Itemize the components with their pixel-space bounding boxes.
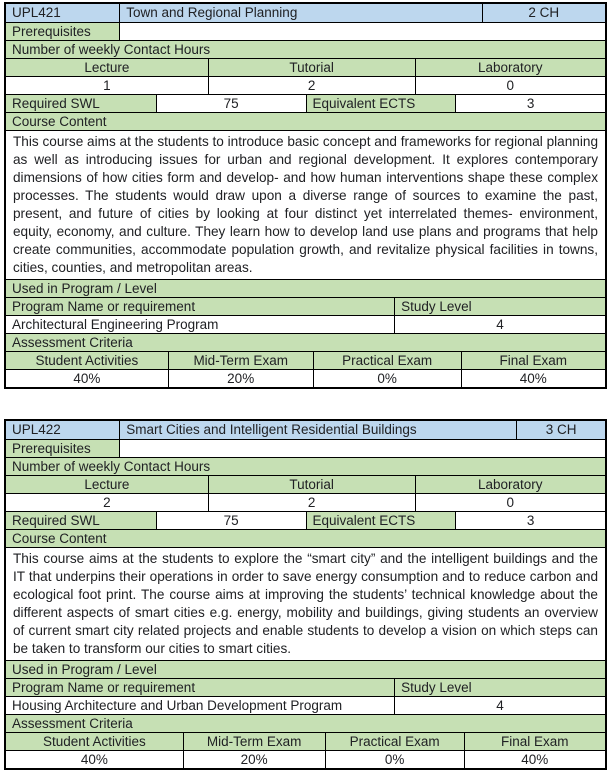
- tutorial-hours: 2: [208, 494, 415, 511]
- course-code: UPL422: [6, 421, 119, 439]
- final-exam-label: Final Exam: [464, 733, 605, 750]
- laboratory-hours: 0: [415, 494, 605, 511]
- assessment-types-row: [6, 732, 605, 750]
- assessment-types-row: [6, 351, 605, 369]
- program-name-label: Program Name or requirement: [6, 298, 394, 315]
- course-content-text: This course aims at the students to explore the “smart city” and the intelligent buildings and the IT that underpins their operations in order to save energy consumption and to reduce carbon and ecological foot print. The course aims at improving the students’ technical knowledge about the different aspects of smart cities e.g. energy, mobility and buildings, giving students an overview of current smart city related projects and enable students to develop a vision on which steps can be taken to transform our cities to smart cities.: [13, 551, 598, 656]
- laboratory-label: Laboratory: [415, 59, 605, 76]
- course-content-row: [6, 547, 605, 660]
- student-activities-label: Student Activities: [6, 733, 183, 750]
- equivalent-ects-value: 3: [455, 512, 605, 529]
- student-activities-value: 40%: [73, 371, 101, 386]
- mid-term-exam-label: Mid-Term Exam: [168, 352, 313, 369]
- required-swl-label: Required SWL: [6, 512, 156, 529]
- tutorial-label: Tutorial: [208, 59, 415, 76]
- course-header-row: [6, 421, 605, 439]
- student-activities-value: 40%: [80, 752, 108, 767]
- course-title: Town and Regional Planning: [119, 4, 481, 22]
- mid-term-exam-value: 20%: [183, 751, 325, 768]
- contact-hours-header-row: [6, 457, 605, 475]
- contact-hours-label: Number of weekly Contact Hours: [6, 458, 605, 475]
- equivalent-ects-value: 3: [455, 95, 605, 112]
- credit-hours: 3 CH: [516, 421, 605, 439]
- prerequisites-label: Prerequisites: [6, 23, 119, 40]
- program-name-label: Program Name or requirement: [6, 679, 394, 696]
- credit-hours: 2 CH: [482, 4, 605, 22]
- course-content-header-row: [6, 529, 605, 547]
- course-content-text: This course aims at the students to introduce basic concept and frameworks for regional planning as well as introducing issues for urban and regional development. It explores contemporary dimensions of how cities form and develop- and how human interventions shape these complex processes. The students would draw upon a diverse range of sources to examine the past, present, and future of cities by looking at four distinct yet interrelated themes- environment, equity, economy, and culture. They learn how to develop land use plans and programs that help create communities, accommodate population growth, and revitalize physical facilities in towns, cities, counties, and metropolitan areas.: [13, 134, 598, 275]
- course-header-row: [6, 4, 605, 22]
- used-in-program-row: [6, 660, 605, 678]
- required-swl-value: 75: [156, 95, 306, 112]
- assessment-criteria-label: Assessment Criteria: [6, 715, 605, 732]
- required-swl-value: 75: [156, 512, 306, 529]
- study-level-label: Study Level: [394, 679, 605, 696]
- lecture-label: Lecture: [6, 476, 208, 493]
- lecture-hours: 1: [103, 78, 111, 93]
- program-header-row: [6, 297, 605, 315]
- prerequisites-value: [119, 440, 605, 457]
- final-exam-value: 40%: [464, 751, 605, 768]
- contact-hours-header-row: [6, 40, 605, 58]
- tutorial-label: Tutorial: [208, 476, 415, 493]
- course-content-row: [6, 130, 605, 279]
- used-in-program-row: [6, 279, 605, 297]
- contact-type-row: [6, 58, 605, 76]
- course-content-label: Course Content: [6, 530, 605, 547]
- swl-row: [6, 511, 605, 529]
- assessment-values-row: [6, 750, 605, 768]
- course-table-upl421: [4, 2, 607, 389]
- course-content-header-row: [6, 112, 605, 130]
- assessment-criteria-label: Assessment Criteria: [6, 334, 605, 351]
- course-table-upl422: [4, 419, 607, 770]
- lecture-hours: 2: [103, 495, 111, 510]
- study-level-value: 4: [394, 316, 605, 333]
- study-level-label: Study Level: [394, 298, 605, 315]
- prerequisites-row: [6, 22, 605, 40]
- program-header-row: [6, 678, 605, 696]
- prerequisites-row: [6, 439, 605, 457]
- tutorial-hours: 2: [208, 77, 415, 94]
- study-level-value: 4: [394, 697, 605, 714]
- required-swl-label: Required SWL: [6, 95, 156, 112]
- course-content-label: Course Content: [6, 113, 605, 130]
- swl-row: [6, 94, 605, 112]
- assessment-header-row: [6, 714, 605, 732]
- course-title: Smart Cities and Intelligent Residential Buildings: [119, 421, 516, 439]
- contact-values-row: [6, 76, 605, 94]
- assessment-header-row: [6, 333, 605, 351]
- program-name-value: Housing Architecture and Urban Development Program: [12, 698, 343, 713]
- practical-exam-value: 0%: [313, 370, 461, 387]
- mid-term-exam-value: 20%: [168, 370, 313, 387]
- equivalent-ects-label: Equivalent ECTS: [306, 512, 456, 529]
- lecture-label: Lecture: [6, 59, 208, 76]
- practical-exam-value: 0%: [325, 751, 464, 768]
- laboratory-hours: 0: [415, 77, 605, 94]
- contact-hours-label: Number of weekly Contact Hours: [6, 41, 605, 58]
- practical-exam-label: Practical Exam: [313, 352, 461, 369]
- laboratory-label: Laboratory: [415, 476, 605, 493]
- final-exam-label: Final Exam: [461, 352, 605, 369]
- final-exam-value: 40%: [461, 370, 605, 387]
- program-values-row: [6, 696, 605, 714]
- used-in-program-label: Used in Program / Level: [6, 280, 605, 297]
- contact-values-row: [6, 493, 605, 511]
- student-activities-label: Student Activities: [6, 352, 168, 369]
- program-name-value: Architectural Engineering Program: [12, 317, 219, 332]
- assessment-values-row: [6, 369, 605, 387]
- course-code: UPL421: [6, 4, 119, 22]
- practical-exam-label: Practical Exam: [325, 733, 464, 750]
- mid-term-exam-label: Mid-Term Exam: [183, 733, 325, 750]
- used-in-program-label: Used in Program / Level: [6, 661, 605, 678]
- contact-type-row: [6, 475, 605, 493]
- prerequisites-value: [119, 23, 605, 40]
- program-values-row: [6, 315, 605, 333]
- equivalent-ects-label: Equivalent ECTS: [306, 95, 456, 112]
- prerequisites-label: Prerequisites: [6, 440, 119, 457]
